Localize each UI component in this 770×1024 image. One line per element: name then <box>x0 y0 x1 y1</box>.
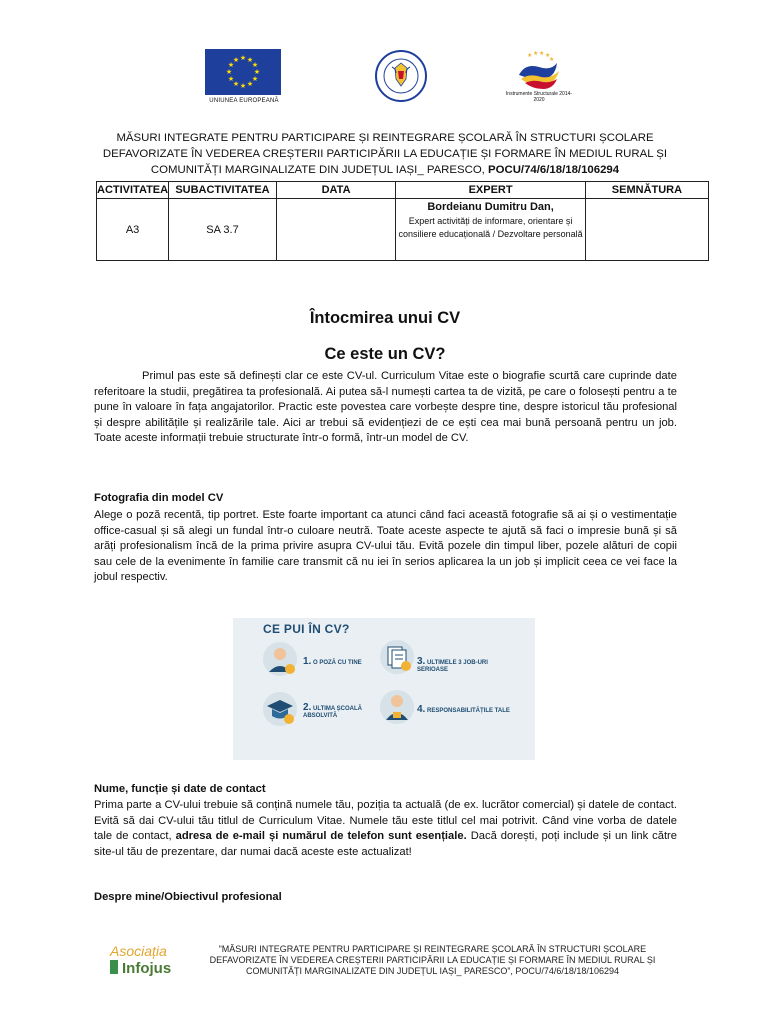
header-subactivitatea: SUBACTIVITATEA <box>169 182 277 199</box>
svg-text:★: ★ <box>227 75 235 83</box>
infographic-title: CE PUI ÎN CV? <box>263 622 350 636</box>
svg-text:★: ★ <box>239 82 247 90</box>
infographic-item-3: 3. ULTIMELE 3 JOB-URI SERIOASE <box>417 656 488 673</box>
heading-fotografia: Fotografia din model CV <box>94 492 224 504</box>
header-activitatea: ACTIVITATEA <box>97 182 169 199</box>
svg-text:★: ★ <box>239 54 247 62</box>
svg-text:★: ★ <box>225 68 233 76</box>
svg-text:★: ★ <box>227 61 235 69</box>
svg-text:★: ★ <box>253 68 261 76</box>
eu-flag-icon <box>205 49 281 95</box>
cell-expert <box>396 199 586 261</box>
instrumente-structurale-caption: Instrumente Structurale 2014-2020 <box>505 91 573 103</box>
svg-text:★: ★ <box>251 61 259 69</box>
cell-data <box>276 199 395 261</box>
paragraph-emphasis: adresa de e-mail și numărul de telefon sunt esențiale. <box>175 830 467 842</box>
svg-text:★: ★ <box>539 50 545 57</box>
expert-description: Expert activități de informare, orientare și consiliere educațională / Dezvoltare personală <box>398 216 583 239</box>
cell-activitatea: A3 <box>97 199 169 261</box>
paragraph-intro: Primul pas este să definești clar ce este CV-ul. Curriculum Vitae este o biografie scurtă care cuprinde date referitoare la studii, pregătirea ta profesională. Ai putea să-l numești cartea ta de vizită, pe care o folosești pentru a te pune în valoare în fața angajatorilor. Practic este povestea care vorbește despre tine, despre istoricul tău profesional și despre abilitățile și realizările tale. Aici ar trebui să evidențiezi de ce ești cea mai bună persoană pentru un job. Toate aceste informații trebuie structurate într-o formă, într-un model de CV. <box>94 370 677 444</box>
svg-text:★: ★ <box>533 50 539 57</box>
project-code: POCU/74/6/18/18/106294 <box>488 164 620 176</box>
table-header-row <box>97 182 709 199</box>
instrumente-structurale-icon <box>505 49 573 91</box>
header-expert: EXPERT <box>396 182 586 199</box>
project-title-line1: MĂSURI INTEGRATE PENTRU PARTICIPARE ȘI REINTEGRARE ȘCOLARĂ ÎN STRUCTURI ȘCOLARE <box>116 132 654 144</box>
svg-text:★: ★ <box>251 75 259 83</box>
person-photo-icon <box>261 640 299 683</box>
svg-text:★: ★ <box>246 56 254 64</box>
svg-text:★: ★ <box>549 56 555 63</box>
project-title-line3 <box>90 162 680 178</box>
svg-text:★: ★ <box>246 80 254 88</box>
section-title: Ce este un CV? <box>324 345 446 363</box>
infojus-logo <box>106 942 178 976</box>
infographic-item-2: 2. ULTIMA ȘCOALĂ ABSOLVITĂ <box>303 702 363 719</box>
paragraph-nume-contact: Prima parte a CV-ului trebuie să conțină numele tău, poziția ta actuală (de ex. lucrător comercial) și datele de contact. Evită să dai CV-ului tău titlul de Curriculum Vitae. Numele tău este titlul cel mai potrivit. Când vine vorba de datele tale de contact, adresa de e-mail și numărul de telefon sunt esențiale. Dacă dorești, poți include și un link către site-ul tău de prezentare, dar numai dacă aceste este actualizat! <box>94 799 678 858</box>
romanian-government-seal-icon <box>374 49 428 103</box>
businessman-icon <box>378 688 416 731</box>
infographic-item-4: 4. RESPONSABILITĂȚILE TALE <box>417 704 510 715</box>
svg-text:Infojus: Infojus <box>122 960 172 976</box>
project-title-line2: DEFAVORIZATE ÎN VEDEREA CREȘTERII PARTICIPĂRII LA EDUCAȚIE ȘI FORMARE ÎN MEDIUL RURAL ȘI <box>102 148 668 160</box>
header-logos <box>0 47 770 112</box>
project-title-line3-start: COMUNITĂȚI MARGINALIZATE DIN JUDEȚUL IAȘI_ PARESCO, <box>150 164 485 176</box>
svg-text:★: ★ <box>232 56 240 64</box>
heading-nume-contact: Nume, funcție și date de contact <box>94 783 266 795</box>
header-semnatura: SEMNĂTURA <box>585 182 708 199</box>
page-title: Întocmirea unui CV <box>309 309 461 327</box>
project-title <box>90 130 680 178</box>
expert-name: Bordeianu Dumitru Dan, <box>427 201 554 213</box>
table-row <box>97 199 709 261</box>
paragraph-fotografia: Alege o poză recentă, tip portret. Este foarte important ca atunci când faci această fotografie să ai și o vestimentație office-casual și să alegi un fundal într-o culoare neutră. Toate aceste aspecte te ajută să faci o impresie bună și să arăți profesionalism încă de la prima privire asupra CV-ului tău. Evită pozele din timpul liber, pozele alături de copii sau cele de la evenimente în familie care transmit că nu iei în serios aplicarea la un job și implicit ceea ce vei face la jobul respectiv. <box>94 509 677 583</box>
svg-text:★: ★ <box>232 80 240 88</box>
documents-icon <box>378 638 416 681</box>
footer-text: ”MĂSURI INTEGRATE PENTRU PARTICIPARE ȘI REINTEGRARE ȘCOLARĂ ÎN STRUCTURI ȘCOLARE DEFAVORIZATE ÎN VEDEREA CREȘTERII PARTICIPĂRII LA EDUCAȚIE ȘI FORMARE ÎN MEDIUL RURAL ȘI COMUNITĂȚI MARGINALIZATE DIN JUDEȚUL IAȘI_ PARESCO”, POCU/74/6/18/18/106294 <box>209 944 656 976</box>
instrumente-structurale-logo <box>505 49 573 109</box>
heading-despre-mine: Despre mine/Obiectivul profesional <box>94 891 282 903</box>
svg-text:★: ★ <box>545 52 551 59</box>
cell-semnatura <box>585 199 708 261</box>
svg-text:Asociația: Asociația <box>110 943 167 959</box>
header-data: DATA <box>276 182 395 199</box>
svg-text:★: ★ <box>527 52 533 59</box>
activity-table <box>96 181 709 261</box>
graduation-cap-icon <box>261 690 299 733</box>
eu-logo <box>205 49 283 104</box>
cell-subactivitatea: SA 3.7 <box>169 199 277 261</box>
infographic-item-1: 1. O POZĂ CU TINE <box>303 656 362 667</box>
cv-infographic <box>233 618 535 760</box>
eu-caption: UNIUNEA EUROPEANĂ <box>209 98 279 104</box>
